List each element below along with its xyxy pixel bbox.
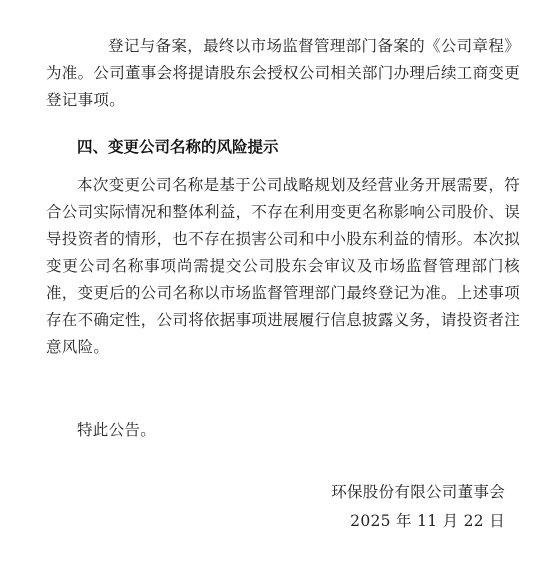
paragraph-risk-notice: 本次变更公司名称是基于公司战略规划及经营业务开展需要，符合公司实际情况和整体利益，不存在利用变更名称影响公司股价、误导投资者的情形，也不存在损害公司和中小股东利益的情形。本次拟变更公司名称事项尚需提交公司股东会审议及市场监督管理部门核准，变更后的公司名称以市场监督管理部门最终登记为准。上述事项存在不确定性，公司将依据事项进展履行信息披露义务，请投资者注意风险。 xyxy=(46,176,521,356)
paragraph-closing: 特此公告。 xyxy=(77,421,157,439)
paragraph-registration: 登记与备案，最终以市场监督管理部门备案的《公司章程》为准。公司董事会将提请股东会授权公司相关部门办理后续工商变更登记事项。 xyxy=(46,37,521,109)
signature-date: 2025 年 11 月 22 日 xyxy=(350,512,505,530)
signature-company: 环保股份有限公司董事会 xyxy=(331,483,505,501)
section-heading-risk: 四、变更公司名称的风险提示 xyxy=(77,138,279,156)
